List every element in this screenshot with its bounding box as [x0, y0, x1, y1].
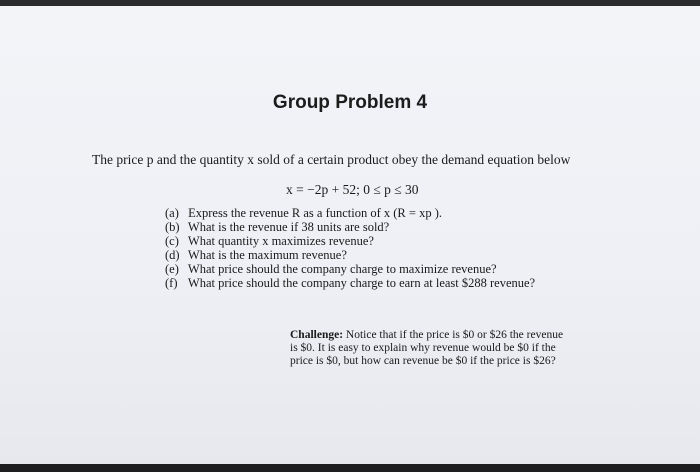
monitor-bezel — [0, 464, 700, 472]
question-label: (b) — [165, 220, 180, 234]
challenge-box — [290, 329, 620, 368]
list-item — [165, 234, 535, 248]
question-text: What is the revenue if 38 units are sold? — [187, 220, 390, 234]
question-label: (d) — [165, 248, 180, 262]
challenge-line — [290, 329, 620, 342]
demand-equation: x = −2p + 52; 0 ≤ p ≤ 30 — [286, 182, 419, 197]
challenge-line: price is $0, but how can revenue be $0 if the price is $26? — [290, 355, 556, 367]
question-text: What price should the company charge to earn at least $288 revenue? — [187, 276, 536, 290]
challenge-text: Notice that if the price is $0 or $26 the revenue — [345, 329, 564, 341]
problem-intro: The price p and the quantity x sold of a certain product obey the demand equation below — [92, 152, 571, 167]
question-text: What price should the company charge to maximize revenue? — [187, 262, 497, 276]
challenge-heading: Challenge: — [290, 329, 344, 341]
question-label: (a) — [165, 206, 179, 220]
question-text: Express the revenue R as a function of x (R = xp ). — [188, 206, 442, 220]
document-page — [0, 6, 700, 472]
question-label: (e) — [165, 262, 179, 276]
page-title: Group Problem 4 — [272, 92, 428, 113]
list-item — [165, 248, 535, 262]
question-text: What is the maximum revenue? — [187, 248, 347, 262]
list-item — [165, 262, 535, 276]
question-label: (f) — [165, 276, 178, 290]
question-label: (c) — [165, 234, 179, 248]
list-item — [165, 220, 535, 234]
question-text: What quantity x maximizes revenue? — [187, 234, 374, 248]
challenge-line: is $0. It is easy to explain why revenue would be $0 if the — [290, 342, 556, 354]
list-item — [165, 276, 535, 290]
question-list — [165, 206, 535, 290]
list-item — [165, 206, 535, 220]
